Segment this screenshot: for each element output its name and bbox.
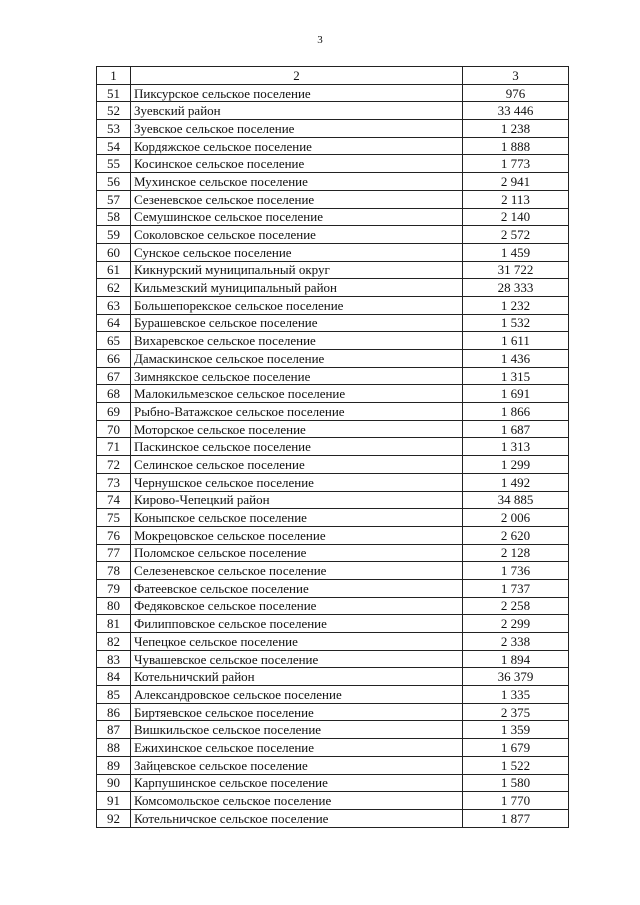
table-row [97,774,569,792]
row-value-cell: 2 375 [463,703,569,721]
row-value-cell: 1 877 [463,809,569,827]
row-value-cell: 1 436 [463,350,569,368]
row-value-cell: 1 894 [463,650,569,668]
row-value-cell: 36 379 [463,668,569,686]
row-number-cell: 84 [97,668,131,686]
row-number-cell: 53 [97,120,131,138]
table-row [97,296,569,314]
table-row [97,509,569,527]
row-name-cell: Селезеневское сельское поселение [131,562,463,580]
row-number-cell: 88 [97,739,131,757]
row-name-cell: Чепецкое сельское поселение [131,633,463,651]
row-number-cell: 72 [97,456,131,474]
row-value-cell: 1 532 [463,314,569,332]
table-row [97,208,569,226]
row-value-cell: 1 866 [463,403,569,421]
table-row [97,597,569,615]
row-name-cell: Зуевский район [131,102,463,120]
table-row [97,190,569,208]
row-number-cell: 80 [97,597,131,615]
row-number-cell: 55 [97,155,131,173]
row-name-cell: Дамаскинское сельское поселение [131,350,463,368]
row-name-cell: Семушинское сельское поселение [131,208,463,226]
row-name-cell: Кирово-Чепецкий район [131,491,463,509]
row-name-cell: Косинское сельское поселение [131,155,463,173]
row-value-cell: 1 299 [463,456,569,474]
row-name-cell: Биртяевское сельское поселение [131,703,463,721]
table-row [97,332,569,350]
row-number-cell: 73 [97,473,131,491]
table-row [97,438,569,456]
table-row [97,403,569,421]
table-row [97,120,569,138]
table-header-row [97,67,569,85]
row-name-cell: Сезеневское сельское поселение [131,190,463,208]
table-row [97,456,569,474]
table-row [97,261,569,279]
table-row [97,137,569,155]
row-number-cell: 68 [97,385,131,403]
row-number-cell: 91 [97,792,131,810]
row-number-cell: 90 [97,774,131,792]
row-number-cell: 79 [97,579,131,597]
row-value-cell: 1 315 [463,367,569,385]
row-name-cell: Чернушское сельское поселение [131,473,463,491]
row-number-cell: 56 [97,173,131,191]
table-row [97,314,569,332]
row-value-cell: 1 522 [463,756,569,774]
table-row [97,562,569,580]
table-row [97,668,569,686]
table-row [97,491,569,509]
table-row [97,473,569,491]
row-number-cell: 82 [97,633,131,651]
row-number-cell: 81 [97,615,131,633]
row-name-cell: Комсомольское сельское поселение [131,792,463,810]
table-row [97,809,569,827]
table-row [97,155,569,173]
row-name-cell: Федяковское сельское поселение [131,597,463,615]
row-name-cell: Кордяжское сельское поселение [131,137,463,155]
row-value-cell: 2 140 [463,208,569,226]
row-name-cell: Соколовское сельское поселение [131,226,463,244]
table-row [97,102,569,120]
row-value-cell: 2 006 [463,509,569,527]
column-header-number: 1 [97,67,131,85]
table-row [97,279,569,297]
row-value-cell: 2 258 [463,597,569,615]
row-name-cell: Малокильмезское сельское поселение [131,385,463,403]
row-number-cell: 52 [97,102,131,120]
row-value-cell: 2 128 [463,544,569,562]
row-number-cell: 76 [97,526,131,544]
row-value-cell: 1 232 [463,296,569,314]
row-number-cell: 87 [97,721,131,739]
row-number-cell: 92 [97,809,131,827]
table-row [97,385,569,403]
row-name-cell: Зимнякское сельское поселение [131,367,463,385]
row-name-cell: Филипповское сельское поселение [131,615,463,633]
row-name-cell: Кикнурский муниципальный округ [131,261,463,279]
table-row [97,792,569,810]
row-name-cell: Паскинское сельское поселение [131,438,463,456]
data-table [96,66,569,828]
table-row [97,350,569,368]
row-name-cell: Пиксурское сельское поселение [131,84,463,102]
row-name-cell: Моторское сельское поселение [131,420,463,438]
row-value-cell: 1 687 [463,420,569,438]
row-value-cell: 2 113 [463,190,569,208]
row-value-cell: 1 736 [463,562,569,580]
row-name-cell: Зайцевское сельское поселение [131,756,463,774]
table-row [97,686,569,704]
row-name-cell: Александровское сельское поселение [131,686,463,704]
row-number-cell: 66 [97,350,131,368]
row-value-cell: 28 333 [463,279,569,297]
row-value-cell: 1 459 [463,243,569,261]
row-number-cell: 61 [97,261,131,279]
table-row [97,579,569,597]
row-value-cell: 2 620 [463,526,569,544]
table-row [97,544,569,562]
row-number-cell: 62 [97,279,131,297]
row-name-cell: Вишкильское сельское поселение [131,721,463,739]
row-value-cell: 1 691 [463,385,569,403]
row-value-cell: 1 238 [463,120,569,138]
row-number-cell: 64 [97,314,131,332]
table-body [97,84,569,827]
table-row [97,615,569,633]
table-row [97,420,569,438]
row-number-cell: 65 [97,332,131,350]
row-number-cell: 54 [97,137,131,155]
row-number-cell: 59 [97,226,131,244]
row-name-cell: Рыбно-Ватажское сельское поселение [131,403,463,421]
row-name-cell: Селинское сельское поселение [131,456,463,474]
row-value-cell: 1 773 [463,155,569,173]
table-row [97,367,569,385]
row-name-cell: Ежихинское сельское поселение [131,739,463,757]
row-number-cell: 70 [97,420,131,438]
column-header-value: 3 [463,67,569,85]
column-header-name: 2 [131,67,463,85]
row-number-cell: 51 [97,84,131,102]
table-row [97,756,569,774]
row-value-cell: 2 299 [463,615,569,633]
table-row [97,84,569,102]
row-number-cell: 63 [97,296,131,314]
row-number-cell: 86 [97,703,131,721]
row-name-cell: Котельничский район [131,668,463,686]
row-name-cell: Мокрецовское сельское поселение [131,526,463,544]
row-number-cell: 74 [97,491,131,509]
row-value-cell: 2 572 [463,226,569,244]
row-value-cell: 2 338 [463,633,569,651]
row-value-cell: 976 [463,84,569,102]
row-number-cell: 67 [97,367,131,385]
row-number-cell: 89 [97,756,131,774]
row-value-cell: 1 359 [463,721,569,739]
row-number-cell: 78 [97,562,131,580]
row-name-cell: Бурашевское сельское поселение [131,314,463,332]
row-name-cell: Фатеевское сельское поселение [131,579,463,597]
row-value-cell: 31 722 [463,261,569,279]
table-row [97,650,569,668]
row-value-cell: 2 941 [463,173,569,191]
table-row [97,721,569,739]
row-value-cell: 1 679 [463,739,569,757]
row-number-cell: 57 [97,190,131,208]
row-value-cell: 1 888 [463,137,569,155]
row-number-cell: 77 [97,544,131,562]
row-number-cell: 60 [97,243,131,261]
row-name-cell: Коныпское сельское поселение [131,509,463,527]
row-name-cell: Карпушинское сельское поселение [131,774,463,792]
row-number-cell: 75 [97,509,131,527]
row-value-cell: 1 492 [463,473,569,491]
row-value-cell: 1 580 [463,774,569,792]
row-number-cell: 71 [97,438,131,456]
row-name-cell: Котельничское сельское поселение [131,809,463,827]
table-row [97,633,569,651]
row-name-cell: Сунское сельское поселение [131,243,463,261]
row-name-cell: Вихаревское сельское поселение [131,332,463,350]
row-name-cell: Кильмезский муниципальный район [131,279,463,297]
table-row [97,739,569,757]
row-value-cell: 1 611 [463,332,569,350]
row-number-cell: 69 [97,403,131,421]
table-row [97,243,569,261]
row-name-cell: Зуевское сельское поселение [131,120,463,138]
row-value-cell: 33 446 [463,102,569,120]
row-name-cell: Поломское сельское поселение [131,544,463,562]
table-row [97,173,569,191]
table-row [97,703,569,721]
row-name-cell: Мухинское сельское поселение [131,173,463,191]
row-value-cell: 1 313 [463,438,569,456]
page-number: 3 [317,34,323,46]
row-number-cell: 85 [97,686,131,704]
table-row [97,226,569,244]
row-value-cell: 1 737 [463,579,569,597]
row-number-cell: 83 [97,650,131,668]
row-value-cell: 34 885 [463,491,569,509]
row-number-cell: 58 [97,208,131,226]
table-row [97,526,569,544]
row-name-cell: Чувашевское сельское поселение [131,650,463,668]
row-name-cell: Большепорекское сельское поселение [131,296,463,314]
row-value-cell: 1 770 [463,792,569,810]
row-value-cell: 1 335 [463,686,569,704]
